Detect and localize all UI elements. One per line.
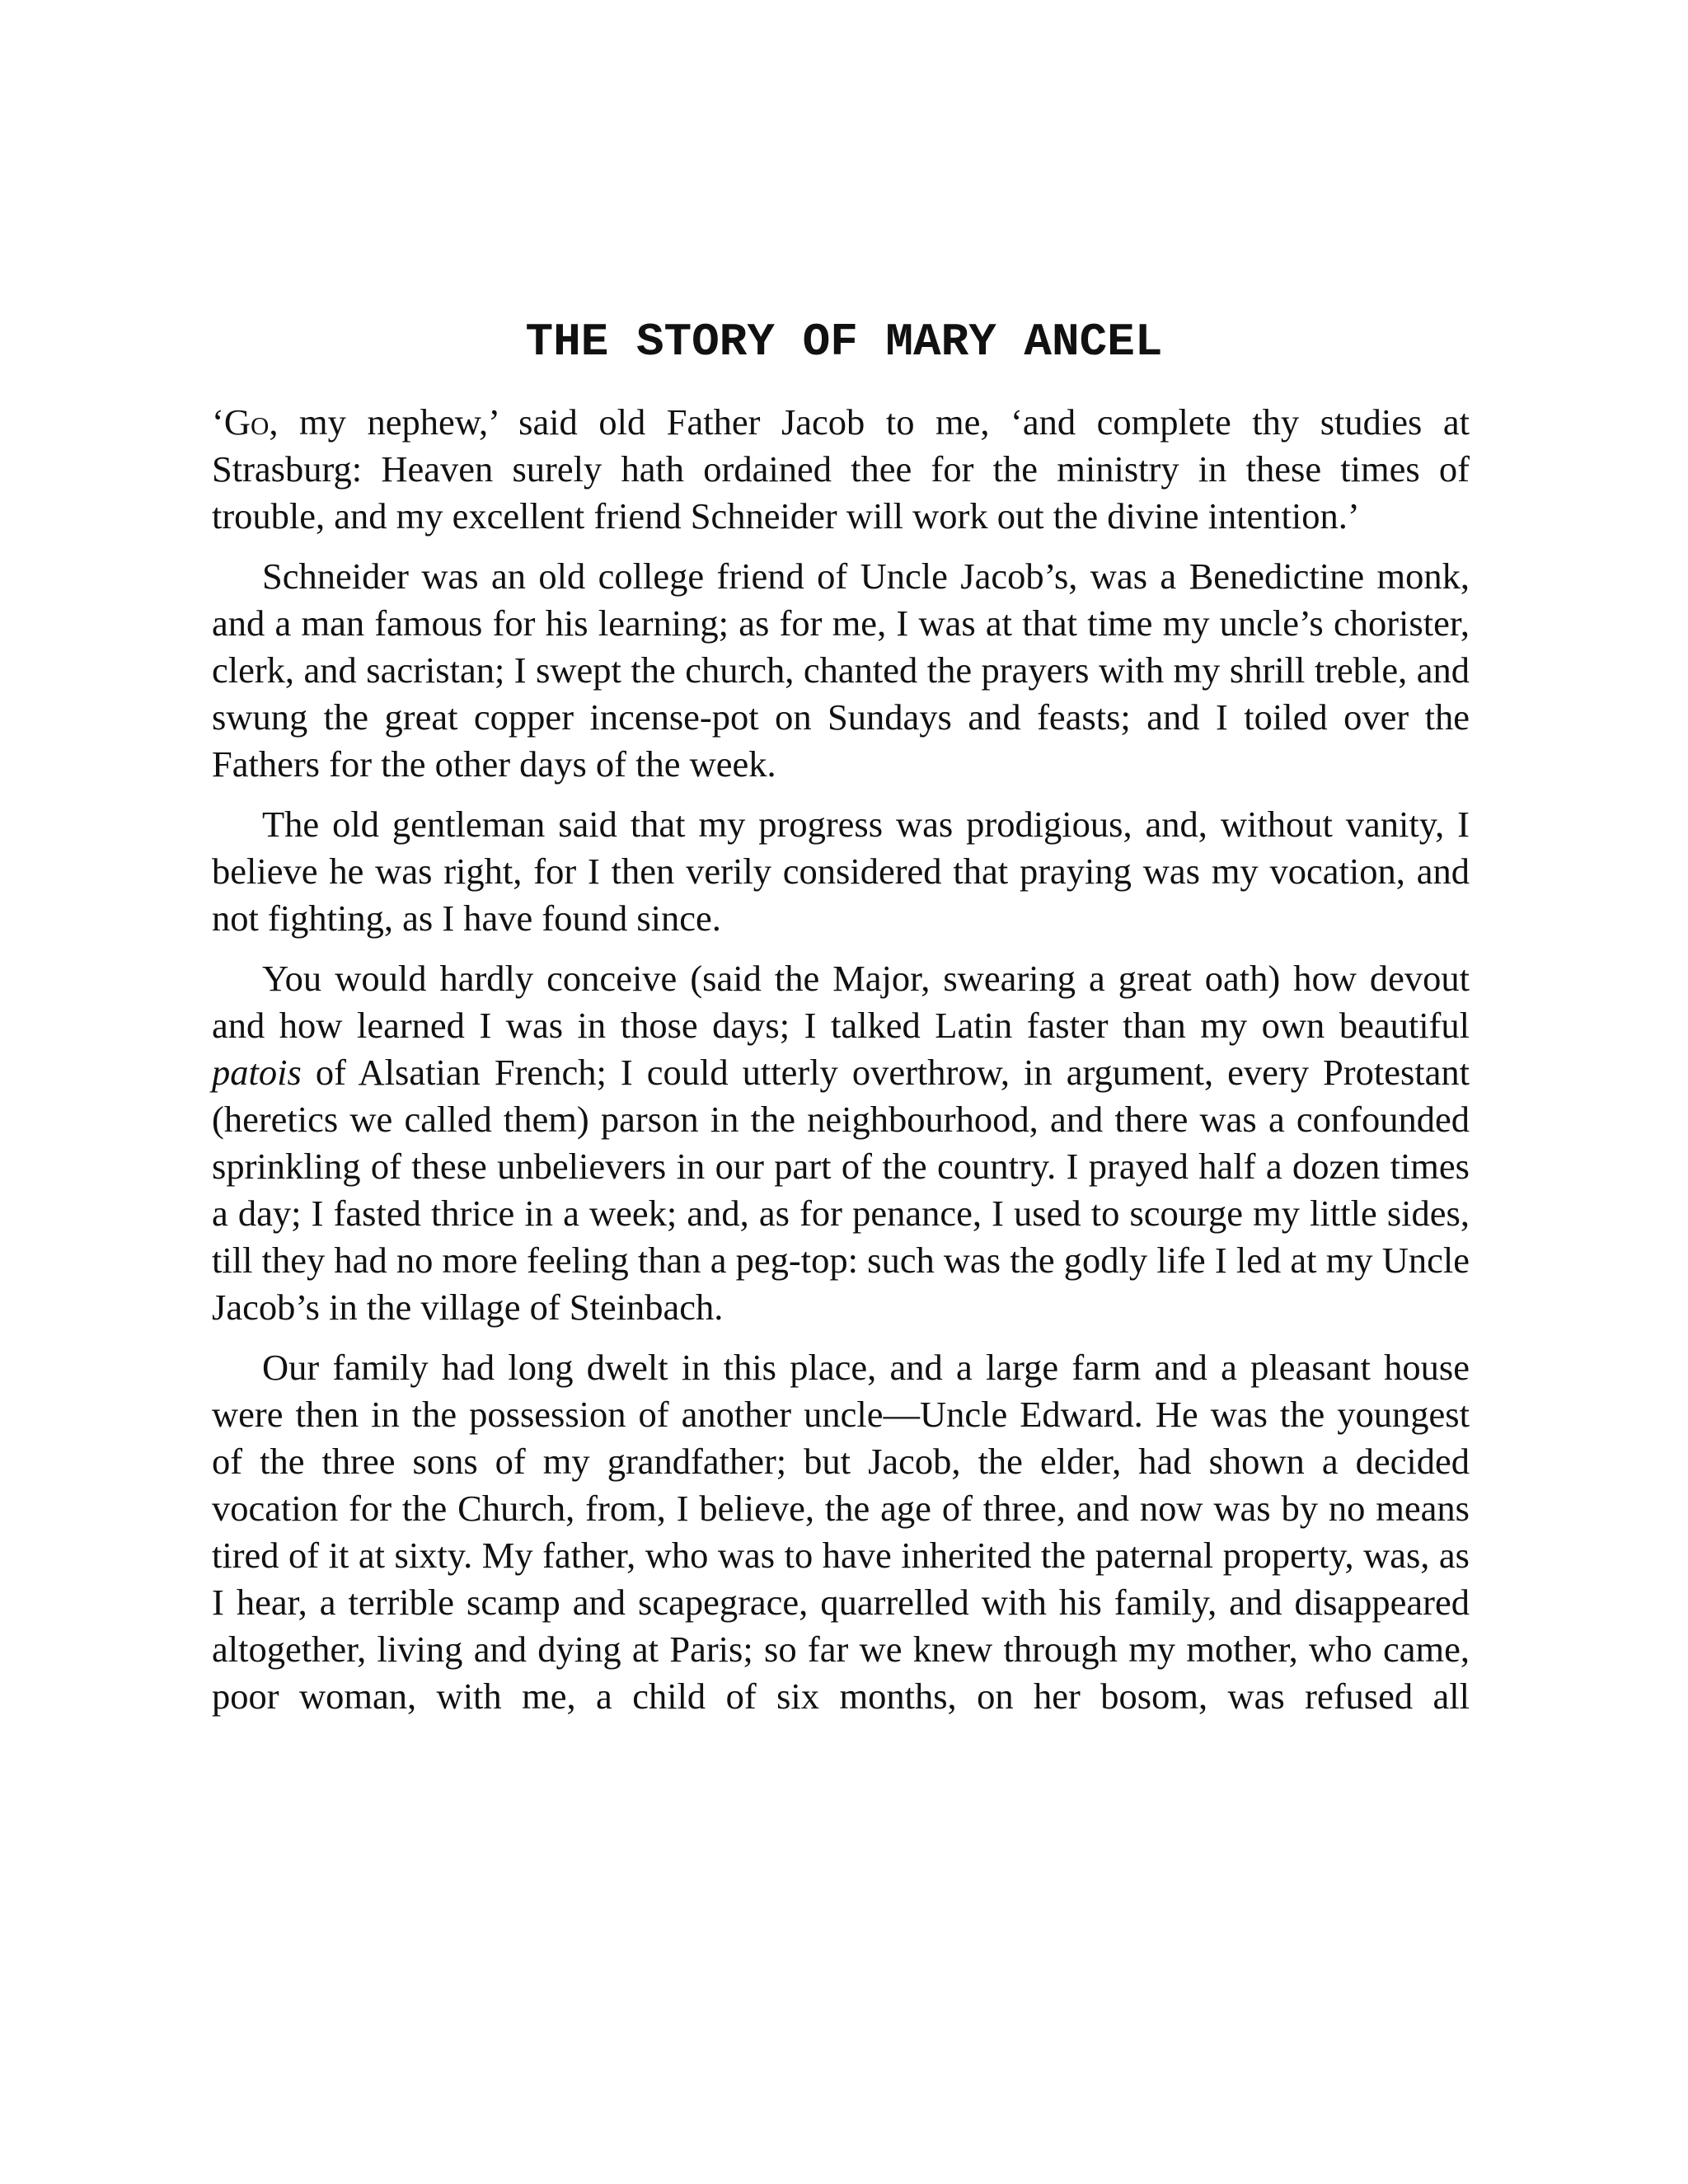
chapter-title: THE STORY OF MARY ANCEL: [525, 316, 1163, 368]
paragraph-3: The old gentleman said that my progress was prodigious, and, without vanity, I believe he was right, for I then verily considered that praying was my vocation, and not fighting, as I have found since.: [212, 804, 1470, 939]
italic-word: patois: [212, 1052, 302, 1093]
paragraph-4-text-b: of Alsatian French; I could utterly overthrow, in argument, every Protestant (heretics we called them) parson in the neighbourhood, and there was a confounded sprinkling of these unbelievers in our part of the country. I prayed half a dozen times a day; I fasted thrice in a week; and, as for penance, I used to scourge my little sides, till they had no more feeling than a peg-top: such was the godly life I led at my Uncle Jacob’s in the village of Steinbach.: [212, 1052, 1470, 1328]
paragraph-5: Our family had long dwelt in this place, and a large farm and a pleasant house were then in the possession of another uncle—Uncle Edward. He was the youngest of the three sons of my grandfather; but Jacob, the elder, had shown a decided vocation for the Church, from, I believe, the age of three, and now was by no means tired of it at sixty. My father, who was to have inherited the paternal property, was, as I hear, a terrible scamp and scapegrace, quarrelled with his family, and disappeared altogether, living and dying at Paris; so far we knew through my mother, who came, poor woman, with me, a child of six months, on her bosom, was refused all: [212, 1347, 1470, 1717]
chapter-body: [212, 399, 1470, 1720]
opening-smallcaps: o: [250, 401, 270, 443]
paragraph-1: [212, 399, 1470, 540]
opening-letter: ‘G: [212, 401, 251, 443]
paragraph-4: [212, 955, 1470, 1331]
paragraph-4-text-a: You would hardly conceive (said the Major, swearing a great oath) how devout and how learned I was in those days; I talked Latin faster than my own beautiful: [212, 958, 1470, 1046]
paragraph-2: Schneider was an old college friend of Uncle Jacob’s, was a Benedictine monk, and a man famous for his learning; as for me, I was at that time my uncle’s chorister, clerk, and sacristan; I swept the church, chanted the prayers with my shrill treble, and swung the great copper incense-pot on Sundays and feasts; and I toiled over the Fathers for the other days of the week.: [212, 555, 1470, 785]
paragraph-1-text: , my nephew,’ said old Father Jacob to me, ‘and complete thy studies at Strasburg: Heaven surely hath ordained thee for the ministry in these times of trouble, and my excellent friend Schneider will work out the divine intention.’: [212, 401, 1470, 537]
